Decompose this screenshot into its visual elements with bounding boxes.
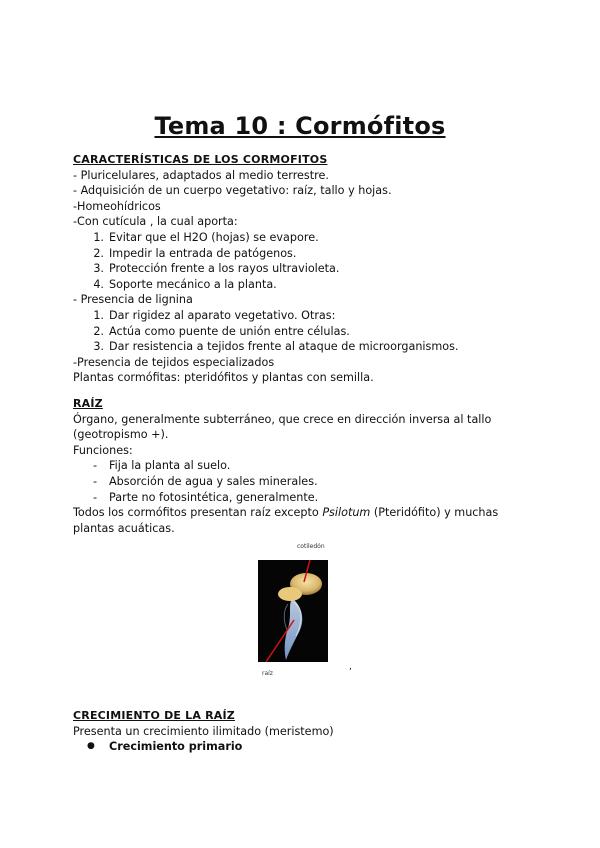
text-line: - Presencia de lignina xyxy=(73,293,193,307)
stray-mark: , xyxy=(349,662,352,672)
text-line: -Con cutícula , la cual aporta: xyxy=(73,215,238,229)
section-caracteristicas xyxy=(73,152,543,386)
list-item: 1. Dar rigidez al aparato vegetativo. Otras: xyxy=(93,308,336,322)
seedling-photo xyxy=(258,560,328,662)
list-item: 1. Evitar que el H2O (hojas) se evapore. xyxy=(93,230,319,244)
text-line: (geotropismo +). xyxy=(73,428,169,442)
list-item: - Fija la planta al suelo. xyxy=(93,459,231,473)
list-item: 3. Dar resistencia a tejidos frente al ataque de microorganismos. xyxy=(93,340,459,354)
list-item: 2. Impedir la entrada de patógenos. xyxy=(93,246,297,260)
section-raiz xyxy=(73,396,543,536)
text-line: -Presencia de tejidos especializados xyxy=(73,355,275,369)
text-line: Funciones: xyxy=(73,443,133,457)
dash-list xyxy=(73,458,543,505)
numbered-list xyxy=(73,230,543,292)
text-line: - Pluricelulares, adaptados al medio terrestre. xyxy=(73,168,329,182)
list-item: ● Crecimiento primario xyxy=(87,740,243,754)
list-item: 4. Soporte mecánico a la planta. xyxy=(93,277,277,291)
text-line: Todos los cormófitos presentan raíz excepto Psilotum (Pteridófito) y muchas xyxy=(73,506,499,520)
seedling-illustration xyxy=(258,560,328,662)
list-item: - Parte no fotosintética, generalmente. xyxy=(93,490,319,504)
text-line: plantas acuáticas. xyxy=(73,521,175,535)
numbered-list xyxy=(73,308,543,355)
figure-label-top: cotiledón xyxy=(297,543,325,550)
text-line: Órgano, generalmente subterráneo, que crece en dirección inversa al tallo xyxy=(73,412,492,426)
text-line: - Adquisición de un cuerpo vegetativo: raíz, tallo y hojas. xyxy=(73,184,392,198)
text-line: -Homeohídricos xyxy=(73,199,161,213)
figure-label-bottom: raíz xyxy=(262,670,273,677)
text-line: Plantas cormófitas: pteridófitos y plantas con semilla. xyxy=(73,371,374,385)
section-heading: RAÍZ xyxy=(73,397,103,410)
section-heading: CARACTERÍSTICAS DE LOS CORMOFITOS xyxy=(73,153,328,166)
text-line: Presenta un crecimiento ilimitado (meristemo) xyxy=(73,724,334,738)
list-item: - Absorción de agua y sales minerales. xyxy=(93,474,318,488)
section-heading: CRECIMIENTO DE LA RAÍZ xyxy=(73,709,235,722)
bullet-icon: ● xyxy=(87,741,95,752)
list-item: 2. Actúa como puente de unión entre células. xyxy=(93,324,350,338)
page-title: Tema 10 : Cormófitos xyxy=(154,112,446,140)
section-crecimiento xyxy=(73,708,543,755)
bullet-list xyxy=(73,739,543,755)
list-item: 3. Protección frente a los rayos ultravioleta. xyxy=(93,262,340,276)
